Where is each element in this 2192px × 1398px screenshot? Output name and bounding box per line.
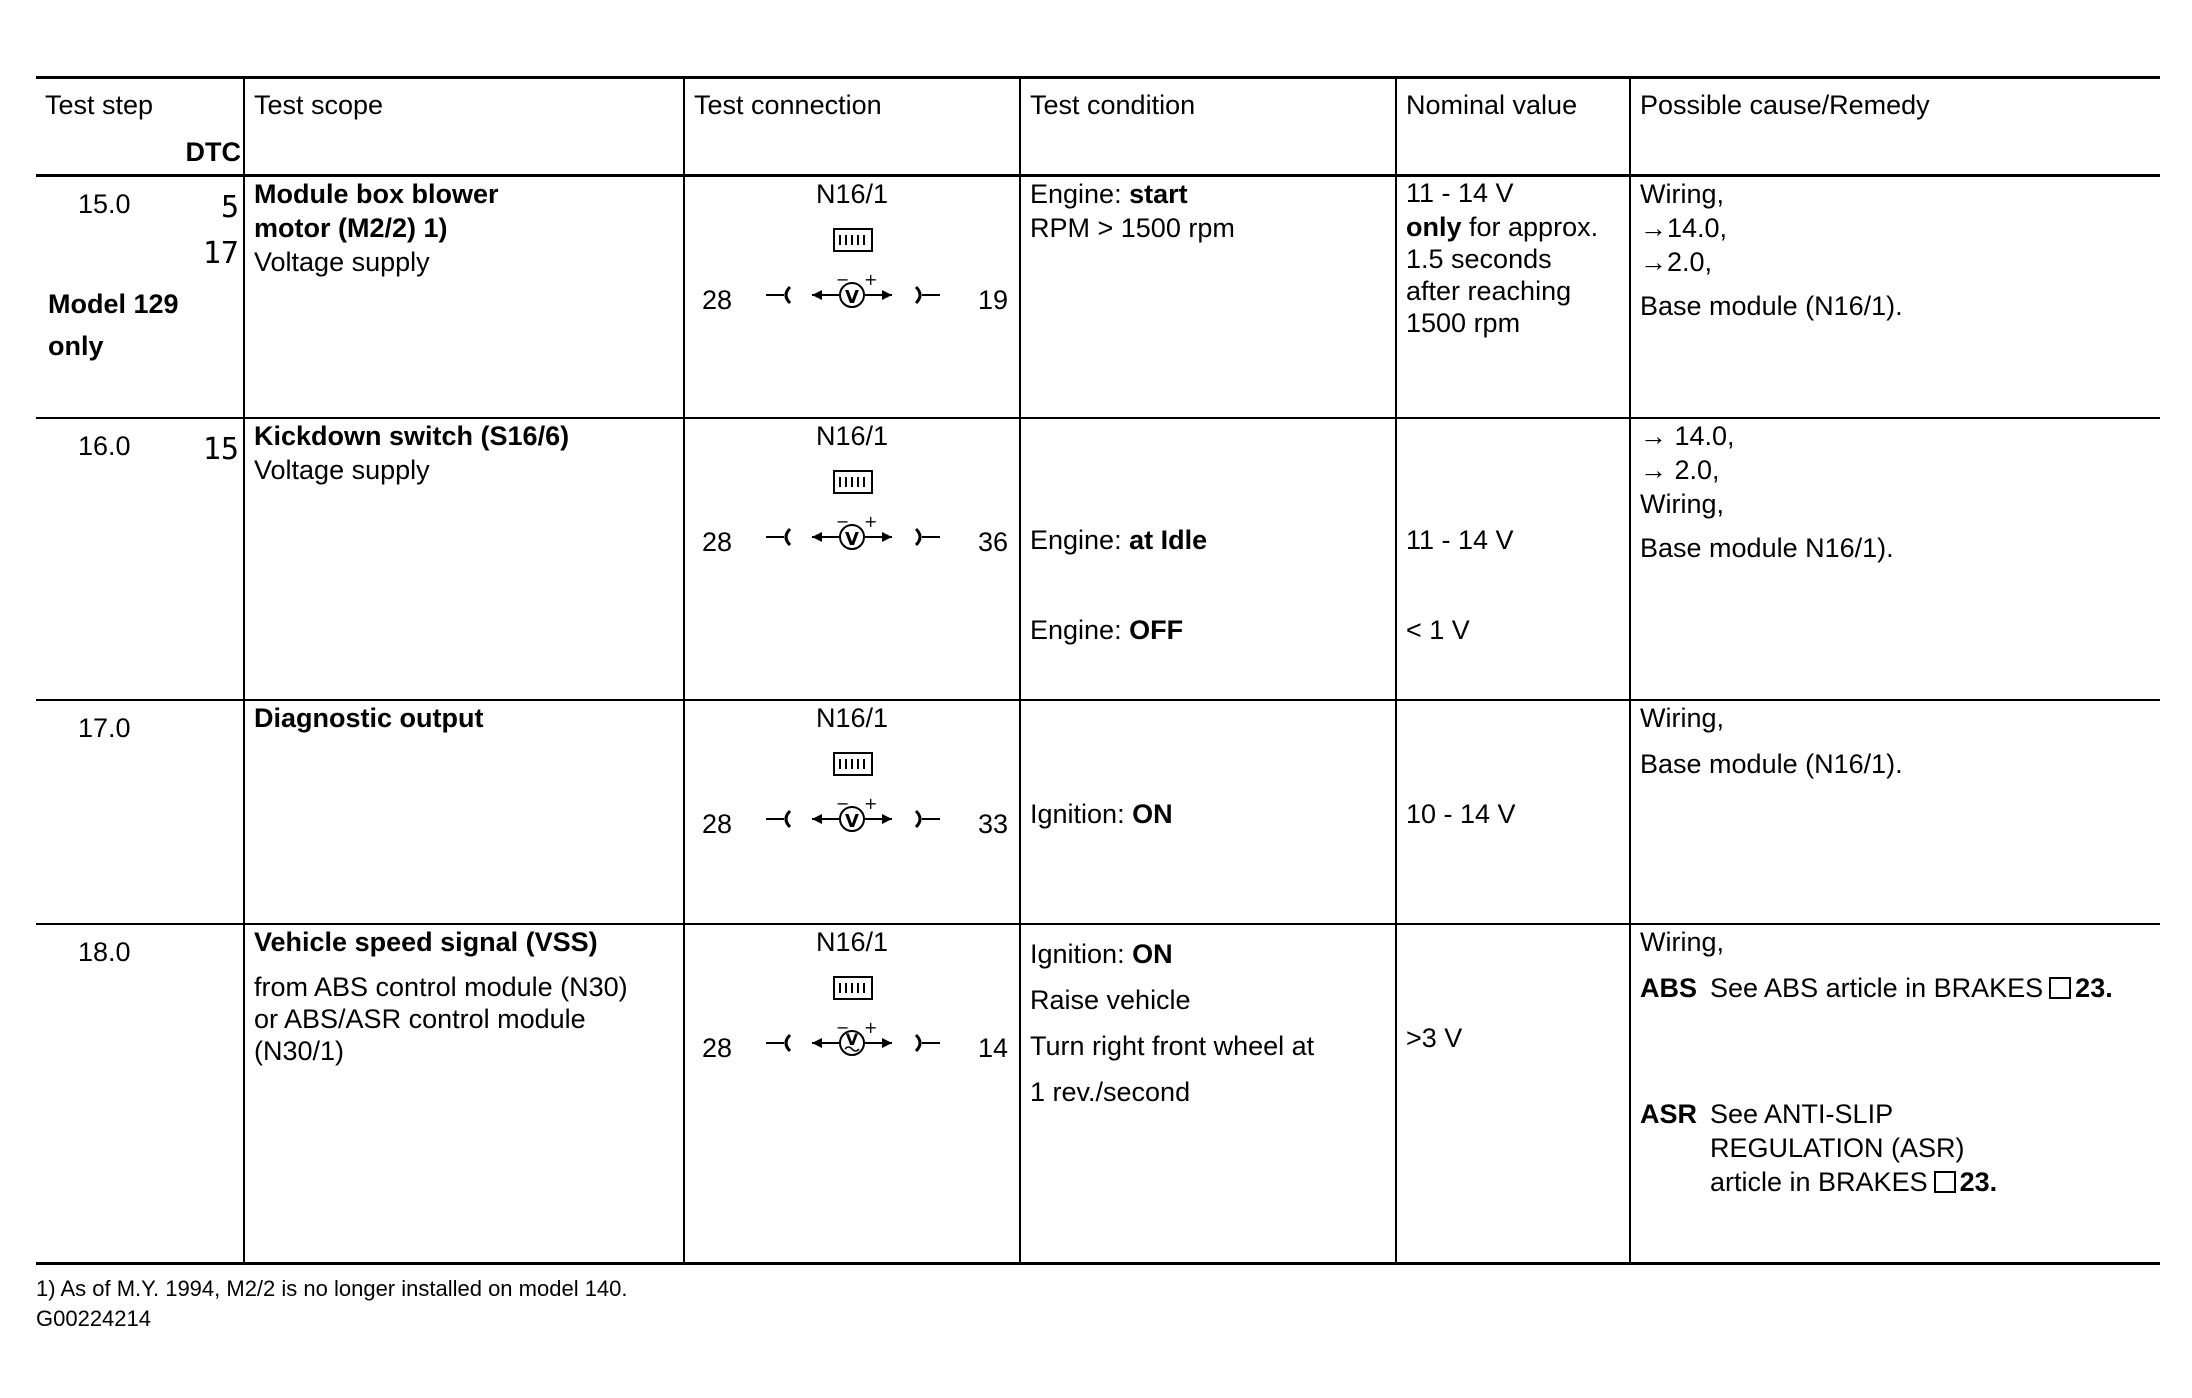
connector-label: N16/1 [815, 179, 889, 209]
header-dtc: DTC [185, 137, 241, 167]
test-scope-cell: Module box blower motor (M2/2) 1) Voltage supply [244, 176, 684, 418]
ac-voltmeter-icon [694, 963, 1012, 1083]
test-scope-cell: Kickdown switch (S16/6) Voltage supply [244, 418, 684, 700]
voltmeter-icon [694, 457, 1012, 577]
pin-left: 28 [702, 526, 733, 557]
table-row [36, 176, 2160, 418]
table-header-row [36, 78, 2160, 176]
header-remedy: Possible cause/Remedy [1630, 78, 2160, 176]
remedy-cell: Wiring, →14.0, →2.0, Base module (N16/1). [1630, 176, 2160, 418]
remedy-cell: Wiring, Base module (N16/1). [1630, 700, 2160, 924]
test-connection-cell [684, 924, 1020, 1264]
test-step-cell [36, 176, 244, 418]
svg-text:V: V [845, 810, 859, 832]
voltmeter-icon [694, 215, 1012, 335]
nominal-value-cell: 11 - 14 V < 1 V [1396, 418, 1630, 700]
remedy-cell: → 14.0, → 2.0, Wiring, Base module N16/1). [1630, 418, 2160, 700]
test-condition-cell: Ignition: ON [1020, 700, 1396, 924]
page-ref-box-icon [1934, 1171, 1956, 1193]
test-connection-cell [684, 176, 1020, 418]
svg-text:V: V [845, 1029, 859, 1049]
test-connection-cell [684, 700, 1020, 924]
test-condition-cell: Engine: start RPM > 1500 rpm [1020, 176, 1396, 418]
svg-text:+: + [864, 793, 878, 813]
pin-left: 28 [702, 285, 733, 315]
step-number: 16.0 [78, 430, 131, 461]
voltmeter-diagram [694, 457, 1010, 577]
header-test-step: Test step DTC [45, 90, 241, 167]
pin-right: 36 [977, 526, 1008, 557]
connector-label: N16/1 [815, 702, 889, 733]
header-nominal-value: Nominal value [1396, 78, 1630, 176]
footnote: 1) As of M.Y. 1994, M2/2 is no longer installed on model 140. [36, 1276, 628, 1301]
header-test-scope: Test scope [244, 78, 684, 176]
abs-reference: ABS See ABS article in BRAKES 23. [1640, 972, 2113, 1003]
voltmeter-icon [694, 739, 1012, 859]
dtc-codes: 5 17 [202, 190, 239, 271]
header-test-connection: Test connection [684, 78, 1020, 176]
test-scope-cell: Vehicle speed signal (VSS) from ABS control module (N30) or ABS/ASR control module (N30/1) [244, 924, 684, 1264]
model-note: Model 129 only [48, 289, 179, 361]
svg-text:−: − [836, 793, 850, 813]
pin-right: 33 [977, 808, 1008, 839]
svg-text:V: V [845, 287, 859, 308]
dtc-codes: 15 [202, 431, 239, 467]
test-scope-cell: Diagnostic output [244, 700, 684, 924]
connector-label: N16/1 [815, 926, 889, 957]
table-row [36, 418, 2160, 700]
svg-text:−: − [836, 511, 850, 531]
test-step-cell [36, 700, 244, 924]
pin-right: 14 [977, 1032, 1008, 1063]
diagnostic-test-table [36, 76, 2160, 1265]
svg-text:−: − [836, 1017, 850, 1037]
voltmeter-diagram [694, 739, 1010, 859]
pin-left: 28 [702, 1032, 733, 1063]
svg-text:+: + [864, 1017, 878, 1037]
svg-text:V: V [845, 528, 859, 550]
voltmeter-diagram [694, 215, 1010, 335]
table-row [36, 924, 2160, 1264]
figure-id: G00224214 [36, 1306, 151, 1331]
remedy-cell: Wiring, ABS See ABS article in BRAKES 23. ASR See ANTI-SLIP REGULATION (ASR) article in BRAKES 23. [1630, 924, 2160, 1264]
step-number: 15.0 [78, 189, 131, 219]
page-ref-box-icon [2049, 977, 2071, 999]
nominal-value-cell: 10 - 14 V [1396, 700, 1630, 924]
step-number: 18.0 [78, 936, 131, 967]
asr-reference: ASR See ANTI-SLIP REGULATION (ASR) article in BRAKES 23. [1640, 1098, 1998, 1197]
svg-text:−: − [836, 270, 850, 289]
ac-voltmeter-diagram [694, 963, 1010, 1083]
header-test-condition: Test condition [1020, 78, 1396, 176]
step-number: 17.0 [78, 712, 131, 743]
pin-left: 28 [702, 808, 733, 839]
nominal-value-cell: 11 - 14 V only for approx. 1.5 seconds after reaching 1500 rpm [1396, 176, 1630, 418]
table-row [36, 700, 2160, 924]
connector-label: N16/1 [815, 420, 889, 451]
test-condition-cell: Ignition: ON Raise vehicle Turn right front wheel at 1 rev./second [1020, 924, 1396, 1264]
test-condition-cell: Engine: at Idle Engine: OFF [1020, 418, 1396, 700]
svg-text:+: + [864, 511, 878, 531]
pin-right: 19 [977, 285, 1008, 315]
test-step-cell [36, 924, 244, 1264]
test-connection-cell [684, 418, 1020, 700]
test-step-cell [36, 418, 244, 700]
nominal-value-cell: >3 V [1396, 924, 1630, 1264]
svg-text:+: + [864, 270, 878, 289]
